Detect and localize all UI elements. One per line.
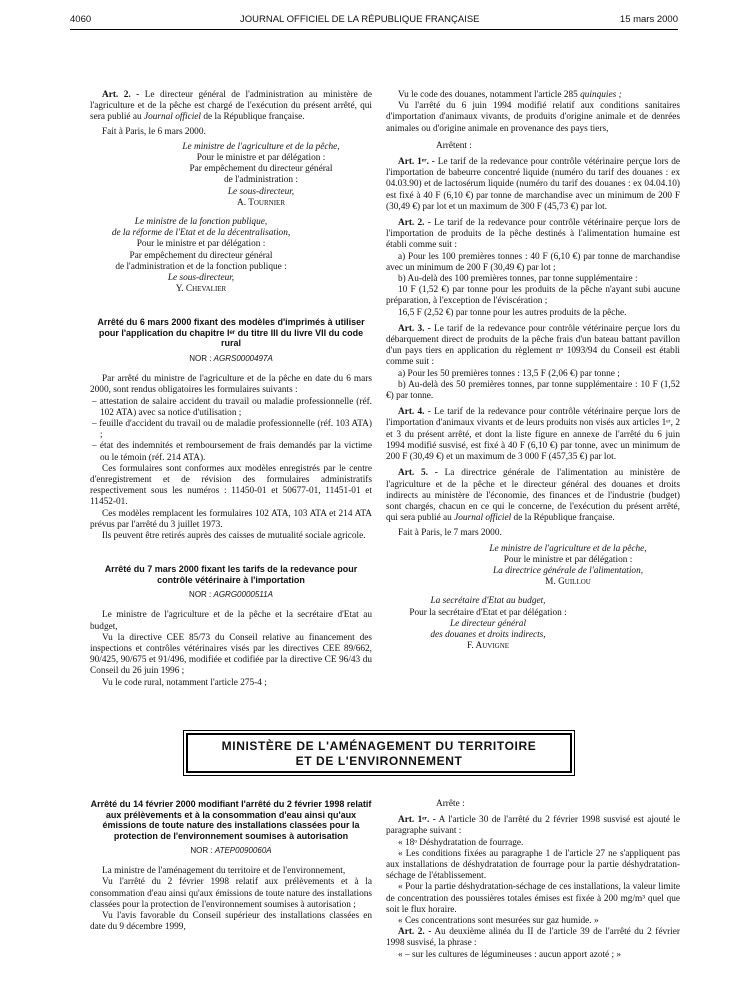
art-1-bottom: Art. 1ᵉʳ. - A l'article 30 de l'arrêté du 2 février 1998 susvisé est ajouté le paragraphe suivant :	[386, 815, 680, 837]
arretent: Arrêtent :	[436, 140, 472, 151]
signature-block-1: Le ministre de l'agriculture et de la pêche, Pour le ministre et par délégation : Par empêchement du directeur général de l'administration : Le sous-directeur, A. Tournier	[182, 141, 340, 208]
art-2-b: b) Au-delà des 100 premières tonnes, par tonne supplémentaire :	[398, 274, 638, 285]
arrete-2-p3: Vu le code rural, notamment l'article 275-4 ;	[102, 677, 267, 688]
art-3: Art. 3. - Le tarif de la redevance pour contrôle vétérinaire perçue lors du débarquement direct de produits de la pêche frais d'un bateau battant pavillon d'un pays tiers en application du règlement nᵒ 1093/94 du Conseil est établi comme suit :	[386, 323, 680, 368]
arrete-1-p4: Ils peuvent être retirés auprès des caisses de mutualité sociale agricole.	[102, 531, 366, 541]
issue-date: 15 mars 2000	[619, 14, 678, 25]
list-item: – feuille d'accident du travail ou de maladie professionnelle (réf. 103 ATA) ;	[92, 418, 372, 441]
arrete-1-nor: NOR : AGRS0000497A	[189, 353, 273, 363]
quote-2: « Les conditions fixées au paragraphe 1 de l'article 27 ne s'appliquent pas aux installations de déshydratation de fourrage pour la partie déshydratation-séchage de l'établissement.	[386, 848, 680, 882]
fait-a-paris-2: Fait à Paris, le 7 mars 2000.	[398, 528, 502, 539]
signature-block-4: La secrétaire d'Etat au budget, Pour la secrétaire d'Etat et par délégation : Le directeur général des douanes et droits indirects, F. Auvigne	[409, 596, 567, 652]
art-1: Art. 1ᵉʳ. - Le tarif de la redevance pour contrôle vétérinaire perçue lors de l'importation de babeurre concentré liquide (numéro du tarif des douanes : ex 04.03.90) et de lactosérum liquide (numéro du tarif des douanes : ex 04.04.10) est fixé à 40 F (6,10 €) par tonne de marchandise avec un minimum de 200 F (30,49 €) par lot et un maximum de 300 F (45,73 €) par lot.	[386, 157, 680, 212]
right-column-bottom	[386, 799, 680, 961]
arrete-2-p1: Le ministre de l'agriculture et de la pêche et la secrétaire d'Etat au budget,	[90, 610, 372, 632]
arrete-3-p2: Vu l'arrêté du 2 février 1998 relatif aux prélèvements et à la consommation d'eau ainsi qu'aux émissions de toute nature des installations classées pour la protection de l'environnement soumises à autorisation ;	[90, 877, 372, 910]
article-2-paragraph: Art. 2. - Le directeur général de l'administration au ministère de l'agriculture et de la pêche est chargé de l'exécution du présent arrêté, qui sera publié au Journal officiel de la République française.	[90, 90, 372, 123]
left-column-top	[90, 90, 372, 689]
arrete-2-p2: Vu la directive CEE 85/73 du Conseil relative au financement des inspections et contrôles vétérinaires visés par les directives CEE 89/662, 90/425, 90/675 et 91/496, modifiée et codifiée par la directive CE 96/43 du Conseil du 26 juin 1996 ;	[90, 632, 372, 677]
vu-arrete-1994: Vu l'arrêté du 6 juin 1994 modifié relatif aux conditions sanitaires d'importation d'animaux vivants, de produits d'origine animale et de denrées animales ou d'origine animale en provenance des pays tiers,	[386, 101, 680, 134]
art-3-b: b) Au-delà des 50 premières tonnes, par tonne supplémentaire : 10 F (1,52 €) par tonne.	[386, 379, 680, 402]
list-item: – état des indemnités et remboursement de frais demandés par la victime ou le témoin (réf. 214 ATA).	[92, 441, 372, 463]
art-2: Art. 2. - Le tarif de la redevance pour contrôle vétérinaire perçue lors de l'importation de produits de la pêche destinés à l'alimentation humaine est établi comme suit :	[386, 218, 680, 251]
arrete-3-p3: Vu l'avis favorable du Conseil supérieur des installations classées en date du 9 décembre 1999,	[90, 911, 372, 933]
right-column-top	[386, 90, 680, 652]
arrete-1-title: Arrêté du 6 mars 2000 fixant des modèles d'imprimés à utiliser pour l'application du chapitre Iᵉʳ du titre III du livre VII du code rural	[97, 317, 365, 349]
art-2-b2: 16,5 F (2,52 €) par tonne pour les autres produits de la pêche.	[398, 307, 627, 318]
art-3-a: a) Pour les 50 premières tonnes : 13,5 F (2,06 €) par tonne ;	[398, 368, 620, 379]
arrete-3-title: Arrêté du 14 février 2000 modifiant l'arrêté du 2 février 1998 relatif aux prélèvements et à la consommation d'eau ainsi qu'aux émissions de toute nature des installations classées pour la protection de l'environnement soumises à autorisation	[90, 799, 372, 841]
arrete-1-p3: Ces modèles remplacent les formulaires 102 ATA, 103 ATA et 214 ATA prévus par l'arrêté du 3 juillet 1973.	[90, 508, 372, 530]
signature-block-3: Le ministre de l'agriculture et de la pêche, Pour le ministre et par délégation : La directrice générale de l'alimentation, M. Guillou	[489, 543, 647, 588]
arrete-3-p1: La ministre de l'aménagement du territoire et de l'environnement,	[102, 866, 346, 877]
signature-block-2: Le ministre de la fonction publique, de la réforme de l'Etat et de la décentralisation, Pour le ministre et par délégation : Par empêchement du directeur général de l'administration et de la fonction publique : Le sous-directeur, Y. Chevalier	[111, 217, 291, 295]
list-item: – attestation de salaire accident du travail ou maladie professionnelle (réf. 102 ATA) avec sa notice d'utilisation ;	[92, 396, 372, 418]
art-5: Art. 5. - La directrice générale de l'alimentation au ministère de l'agriculture et de la pêche et le directeur général des douanes et droits indirects au ministère de l'économie, des finances et de l'industrie (budget) sont chargés, chacun en ce qui le concerne, de l'exécution du présent arrêté, qui sera publié au Journal officiel de la République française.	[386, 468, 680, 524]
header-rule	[70, 29, 678, 30]
ministry-line-2: ET DE L'ENVIRONNEMENT	[295, 754, 463, 768]
ministry-heading-box	[186, 733, 572, 773]
quote-1: « 18ᵒ Déshydratation de fourrage.	[398, 837, 524, 848]
arrete-1-p2: Ces formulaires sont conformes aux modèles enregistrés par le centre d'enregistrement et de révision des formulaires administratifs respectivement sous les numéros : 11450-01 et 50677-01, 11451-01 et 11452-01.	[90, 463, 372, 508]
arrete-2-title: Arrêté du 7 mars 2000 fixant les tarifs de la redevance pour contrôle vétérinaire à l'importation	[104, 564, 358, 585]
art-2-b1: 10 F (1,52 €) par tonne pour les produits de la pêche n'ayant subi aucune préparation, à l'exception de l'éviscération ;	[386, 285, 680, 307]
page-number: 4060	[70, 14, 92, 25]
page-header	[70, 14, 678, 26]
vu-code-douanes: Vu le code des douanes, notamment l'article 285 quinquies ;	[398, 90, 622, 100]
art-2-a: a) Pour les 100 premières tonnes : 40 F (6,10 €) par tonne de marchandise avec un minimum de 200 F (30,49 €) par lot ;	[386, 251, 680, 273]
arrete-2-nor: NOR : AGRG0000511A	[189, 590, 273, 600]
quote-5: « – sur les cultures de légumineuses : aucun apport azoté ; »	[398, 949, 622, 960]
ministry-line-1: MINISTÈRE DE L'AMÉNAGEMENT DU TERRITOIRE	[221, 739, 537, 753]
fait-a-paris: Fait à Paris, le 6 mars 2000.	[102, 126, 206, 137]
quote-4: « Ces concentrations sont mesurées sur gaz humide. »	[398, 916, 599, 927]
arrete-3-nor: NOR : ATEP0090060A	[190, 846, 272, 855]
ministry-box-outer-frame	[183, 730, 575, 776]
quote-3: « Pour la partie déshydratation-séchage de ces installations, la valeur limite de concentration des poussières totales émises est fixée à 200 mg/m³ quel que soit le flux horaire.	[386, 882, 680, 915]
arrete-1-p1: Par arrêté du ministre de l'agriculture et de la pêche en date du 6 mars 2000, sont rendus obligatoires les formulaires suivants :	[90, 374, 372, 396]
left-column-bottom	[90, 799, 372, 933]
arrete: Arrête :	[436, 799, 465, 809]
art-2-bottom: Art. 2. - Au deuxième alinéa du II de l'article 39 de l'arrêté du 2 février 1998 susvisé, la phrase :	[386, 927, 681, 949]
art-4: Art. 4. - Le tarif de la redevance pour contrôle vétérinaire perçue lors de l'importation d'animaux vivants et de leurs produits non visés aux articles 1ᵉʳ, 2 et 3 du présent arrêté, et dont la liste figure en annexe de l'arrêté du 6 juin 1994 modifié susvisé, est fixé à 40 F (6,10 €) par tonne, avec un minimum de 200 F (30,49 €) et un maximum de 3 000 F (457,35 €) par lot.	[386, 407, 680, 463]
journal-title: JOURNAL OFFICIEL DE LA RÉPUBLIQUE FRANÇAISE	[240, 14, 480, 25]
